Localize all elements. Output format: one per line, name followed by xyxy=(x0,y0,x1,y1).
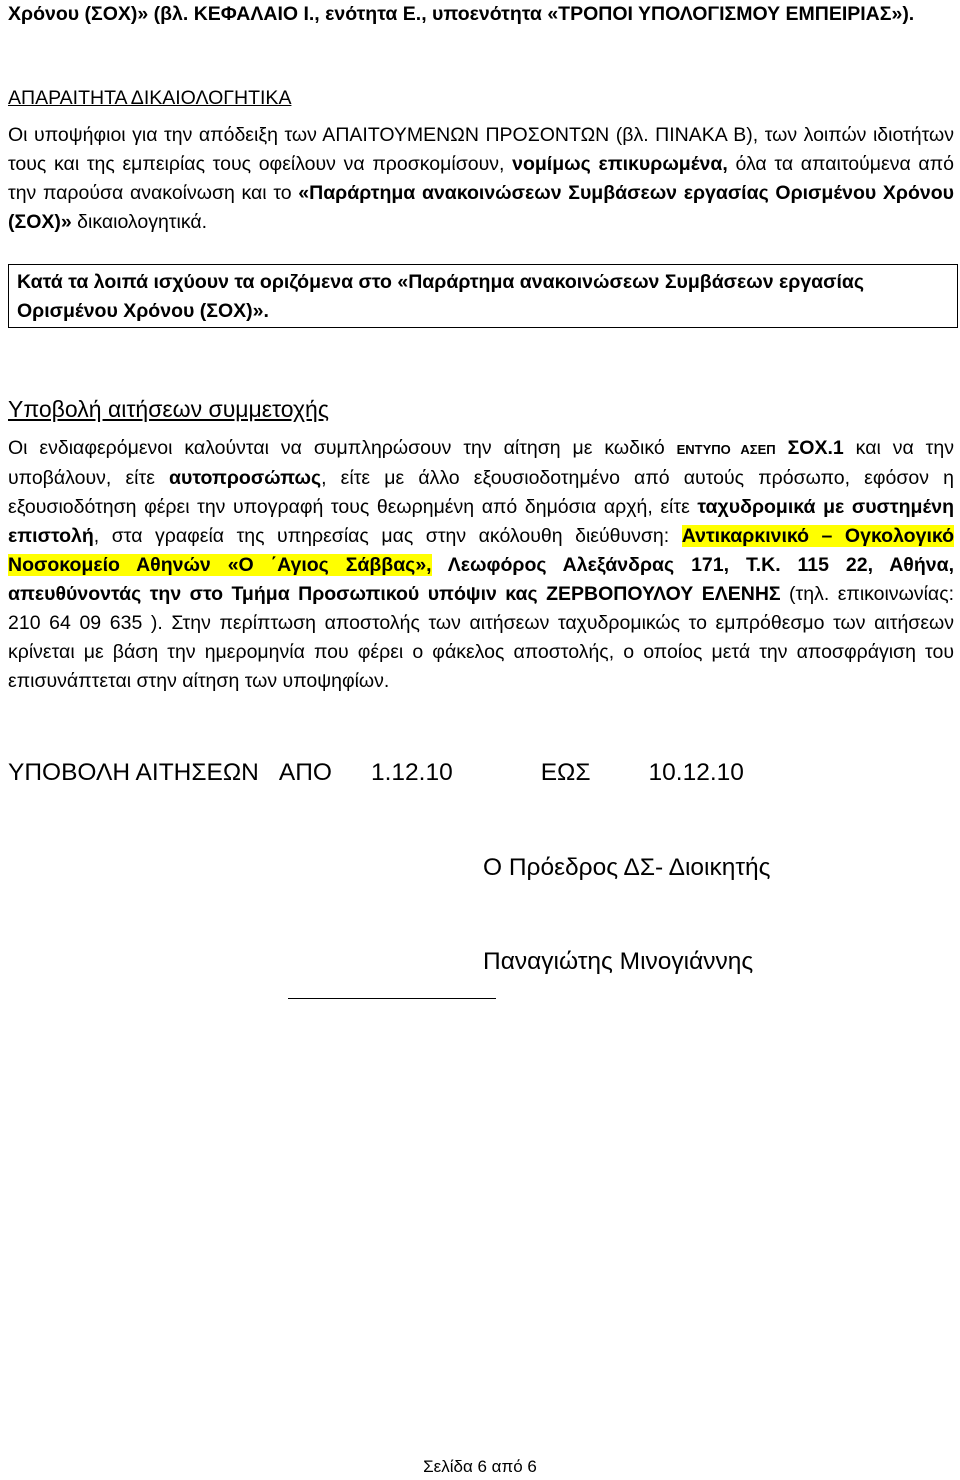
submission-text-7: ταχυδρομικά με συστημένη επιστολή xyxy=(8,496,954,547)
submission-paragraph xyxy=(8,434,954,696)
submission-text-5: αυτοπροσώπως xyxy=(169,467,322,489)
documents-heading: ΑΠΑΡΑΙΤΗΤΑ ΔΙΚΑΙΟΛΟΓΗΤΙΚΑ xyxy=(8,87,292,109)
submission-heading: Υποβολή αιτήσεων συμμετοχής xyxy=(8,396,329,422)
documents-text-3: όλα τα απαιτούμενα από την παρούσα ανακοίνωση και το xyxy=(8,153,954,204)
documents-paragraph xyxy=(8,121,954,237)
signature-name: Παναγιώτης Μινογιάννης xyxy=(483,948,754,975)
page-number: Σελίδα 6 από 6 xyxy=(423,1457,537,1476)
submission-text-8: , στα γραφεία της υπηρεσίας μας στην ακόλουθη διεύθυνση: xyxy=(93,525,682,547)
notice-box xyxy=(8,264,958,328)
address-text: Λεωφόρος Αλεξάνδρας 171, Τ.Κ. 115 22, Αθήνα, απευθύνοντάς την στο Τμήμα Προσωπικού υπόψιν κας ΖΕΡΒΟΠΟΥΛΟΥ ΕΛΕΝΗΣ xyxy=(8,554,954,605)
documents-text-5: δικαιολογητικά. xyxy=(71,211,208,233)
hospital-name-highlight: Αντικαρκινικό – Ογκολογικό Νοσοκομείο Αθηνών «Ο ΄Αγιος Σάββας», xyxy=(8,525,954,576)
period-from-date: 1.12.10 xyxy=(370,759,453,786)
signature-line xyxy=(288,998,496,999)
form-code-label: ΕΝΤΥΠΟ ΑΣΕΠ xyxy=(676,442,776,457)
submission-text-11: (τηλ. επικοινωνίας: 210 64 09 635 ). Στην περίπτωση αποστολής των αιτήσεων ταχυδρομικώς το εμπρόθεσμο των αιτήσεων κρίνεται με βάση την ημερομηνία που φέρει ο φάκελος αποστολής, ο οποίος μετά την αποσφράγιση του επισυνάπτεται στην αίτηση των υποψηφίων. xyxy=(8,583,955,692)
documents-text-4: «Παράρτημα ανακοινώσεων Συμβάσεων εργασίας Ορισμένου Χρόνου (ΣΟΧ)» xyxy=(8,182,954,233)
submission-text-6: , είτε με άλλο εξουσιοδοτημένο από αυτούς πρόσωπο, εφόσον η εξουσιοδότηση φέρει την υπογραφή τους θεωρημένη από δημόσια αρχή, είτε xyxy=(8,467,954,518)
documents-text-1: Οι υποψήφιοι για την απόδειξη των ΑΠΑΙΤΟΥΜΕΝΩΝ ΠΡΟΣΟΝΤΩΝ (βλ. ΠΙΝΑΚΑ Β), των λοιπών ιδιοτήτων τους και της εμπειρίας τους οφείλουν να προσκομίσουν, xyxy=(8,124,954,175)
submission-text-1: Οι ενδιαφερόμενοι καλούνται να συμπληρώσουν την αίτηση με κωδικό xyxy=(8,437,677,459)
signature-title: Ο Πρόεδρος ΔΣ- Διοικητής xyxy=(483,854,771,881)
period-to-date: 10.12.10 xyxy=(648,759,744,786)
submission-text-4: και να την υποβάλουν, είτε xyxy=(8,437,954,489)
submission-period xyxy=(8,755,744,791)
period-label: ΥΠΟΒΟΛΗ ΑΙΤΗΣΕΩΝ xyxy=(8,759,259,786)
period-to-label: ΕΩΣ xyxy=(540,759,591,786)
period-from-label: ΑΠΟ xyxy=(278,759,332,786)
documents-text-2: νομίμως επικυρωμένα, xyxy=(512,153,728,175)
page-footer xyxy=(0,1456,960,1478)
notice-box-text: Κατά τα λοιπά ισχύουν τα οριζόμενα στο «Παράρτημα ανακοινώσεων Συμβάσεων εργασίας Ορισμένου Χρόνου (ΣΟΧ)». xyxy=(17,271,865,322)
form-code: ΣΟΧ.1 xyxy=(775,437,844,459)
intro-paragraph: Χρόνου (ΣΟΧ)» (βλ. ΚΕΦΑΛΑΙΟ Ι., ενότητα Ε., υποενότητα «ΤΡΟΠΟΙ ΥΠΟΛΟΓΙΣΜΟΥ ΕΜΠΕΙΡΙΑΣ»). xyxy=(8,3,915,25)
